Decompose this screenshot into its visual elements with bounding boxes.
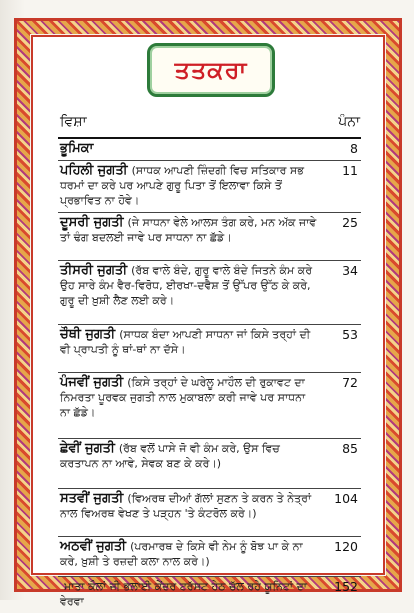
entry-chapter: ਤੀਸਰੀ ਜੁਗਤੀ [60, 263, 128, 278]
entry-page-number: 72 [342, 375, 358, 390]
entry-note: ਮਾਤਾ ਕੌਲਾਂ ਜੀ ਭਲਾਈ ਕੇਂਦਰ ਟਰੱਸਟ ਹੇਠ ਚੱਲ ਰਹੇ ਯੂਨਿਟਾਂ ਦਾ ਵੇਰਵਾ [60, 580, 307, 608]
entry-note: (ਸਾਧਕ ਬੰਦਾ ਆਪਣੀ ਸਾਧਨਾ ਜਾਂ ਕਿਸੇ ਤਰ੍ਹਾਂ ਦੀ ਵੀ ਪ੍ਰਾਪਤੀ ਨੂੰ ਥਾਂ-ਥਾਂ ਨਾ ਦੱਸੇ। [60, 328, 311, 356]
entry-chapter: ਚੌਥੀ ਜੁਗਤੀ [60, 327, 116, 342]
entry-chapter: ਪੰਜਵੀਂ ਜੁਗਤੀ [60, 375, 124, 390]
toc-entry [58, 325, 361, 373]
page-column-label: ਪੰਨਾ [338, 114, 360, 130]
entry-text [60, 141, 318, 156]
entry-text [60, 491, 318, 521]
entry-note: (ਜੇ ਸਾਧਨਾ ਵੇਲੇ ਆਲਸ ਤੰਗ ਕਰੇ, ਮਨ ਅੱਕ ਜਾਵੇ ਤਾਂ ਢੰਗ ਬਦਲਈ ਜਾਵੇ ਪਰ ਸਾਧਨਾ ਨਾ ਛੱਡੇ। [60, 216, 317, 244]
toc-entry [58, 537, 361, 577]
entry-page-number: 85 [342, 441, 358, 456]
title-box [147, 43, 275, 97]
subject-column-label: ਵਿਸ਼ਾ [60, 114, 87, 130]
entry-note: (ਕਿਸੇ ਤਰ੍ਹਾਂ ਦੇ ਘਰੇਲੂ ਮਾਹੌਲ ਦੀ ਰੁਕਾਵਟ ਦਾ ਨਿਮਰਤਾ ਪੂਰਵਕ ਜੁਗਤੀ ਨਾਲ ਮੁਕਾਬਲਾ ਕਰੀ ਜਾਵੇ ਪਰ ਸਾਧਨਾ ਨਾ ਛੱਡੇ। [60, 376, 306, 419]
entry-page-number: 11 [342, 163, 358, 178]
entry-note: (ਵਿਅਰਥ ਦੀਆਂ ਗੱਲਾਂ ਸੁਣਨ ਤੇ ਕਰਨ ਤੇ ਨੇਤ੍ਰਾਂ ਨਾਲ ਵਿਅਰਥ ਵੇਖਣ ਤੇ ਪੜ੍ਹਨ 'ਤੇ ਕੰਟਰੋਲ ਕਰੇ।) [60, 492, 312, 520]
entry-chapter: ਭੂਮਿਕਾ [60, 141, 94, 156]
entry-chapter: ਛੇਵੀਂ ਜੁਗਤੀ [60, 441, 115, 456]
entry-page-number: 104 [334, 491, 358, 506]
entry-text [60, 327, 318, 357]
entry-note: (ਰੱਬ ਵਲੋਂ ਪਾਸੇ ਜੋ ਵੀ ਕੰਮ ਕਰੇ, ਉਸ ਵਿਚ ਕਰਤਾਪਨ ਨਾ ਆਵੇ, ਸੇਵਕ ਬਣ ਕੇ ਕਰੇ।) [60, 442, 280, 470]
toc-entry [58, 489, 361, 537]
entry-text [60, 375, 318, 420]
entry-chapter: ਅਠਵੀਂ ਜੁਗਤੀ [60, 539, 127, 554]
entry-chapter: ਪਹਿਲੀ ਜੁਗਤੀ [60, 163, 128, 178]
entry-page-number: 25 [342, 215, 358, 230]
toc-entry [58, 139, 361, 161]
entry-chapter: ਦੂਸਰੀ ਜੁਗਤੀ [60, 215, 124, 230]
entry-text [60, 263, 318, 308]
entry-text [60, 579, 318, 609]
entry-text [60, 441, 318, 471]
toc-entry [58, 213, 361, 261]
toc-entry [58, 577, 361, 613]
entry-page-number: 53 [342, 327, 358, 342]
entry-page-number: 34 [342, 263, 358, 278]
entry-chapter: ਸਤਵੀਂ ਜੁਗਤੀ [60, 491, 124, 506]
entry-text [60, 215, 318, 245]
page-title: ਤਤਕਰਾ [174, 56, 248, 84]
entry-note: (ਪਰਮਾਰਥ ਦੇ ਕਿਸੇ ਵੀ ਨੇਮ ਨੂੰ ਬੋਝ ਪਾ ਕੇ ਨਾ ਕਰੇ, ਖ਼ੁਸ਼ੀ ਤੇ ਰਜ਼ਦੀ ਕਲਾ ਨਾਲ ਕਰੇ।) [60, 540, 303, 568]
toc-header [60, 114, 360, 134]
toc-entry [58, 261, 361, 325]
entry-text [60, 163, 318, 208]
toc-entry [58, 439, 361, 489]
entry-page-number: 120 [334, 539, 358, 554]
toc-entry [58, 161, 361, 213]
entry-text [60, 539, 318, 569]
entry-note: (ਸਾਧਕ ਆਪਣੀ ਜ਼ਿੰਦਗੀ ਵਿਚ ਸਤਿਕਾਰ ਸਭ ਧਰਮਾਂ ਦਾ ਕਰੇ ਪਰ ਆਪਣੇ ਗੁਰੂ ਪਿਤਾ ਤੋਂ ਇਲਾਵਾ ਕਿਸੇ ਤੋਂ ਪ੍ਰਭਾਵਿਤ ਨਾ ਹੋਵੇ। [60, 164, 305, 207]
entry-page-number: 8 [350, 141, 358, 156]
entry-page-number: 152 [334, 579, 358, 594]
toc-entry [58, 373, 361, 439]
entry-note: (ਰੱਬ ਵਾਲੇ ਬੰਦੇ, ਗੁਰੂ ਵਾਲੇ ਬੰਦੇ ਜਿਤਨੇ ਕੰਮ ਕਰੇ ਉਹ ਸਾਰੇ ਕੰਮ ਵੈਰ-ਵਿਰੋਧ, ਈਰਖਾ-ਦਵੈਸ਼ ਤੋਂ ਉੱਪਰ ਉੱਠ ਕੇ ਕਰੇ, ਗੁਰੂ ਦੀ ਖ਼ੁਸ਼ੀ ਲੈਣ ਲਈ ਕਰੇ। [60, 264, 313, 307]
